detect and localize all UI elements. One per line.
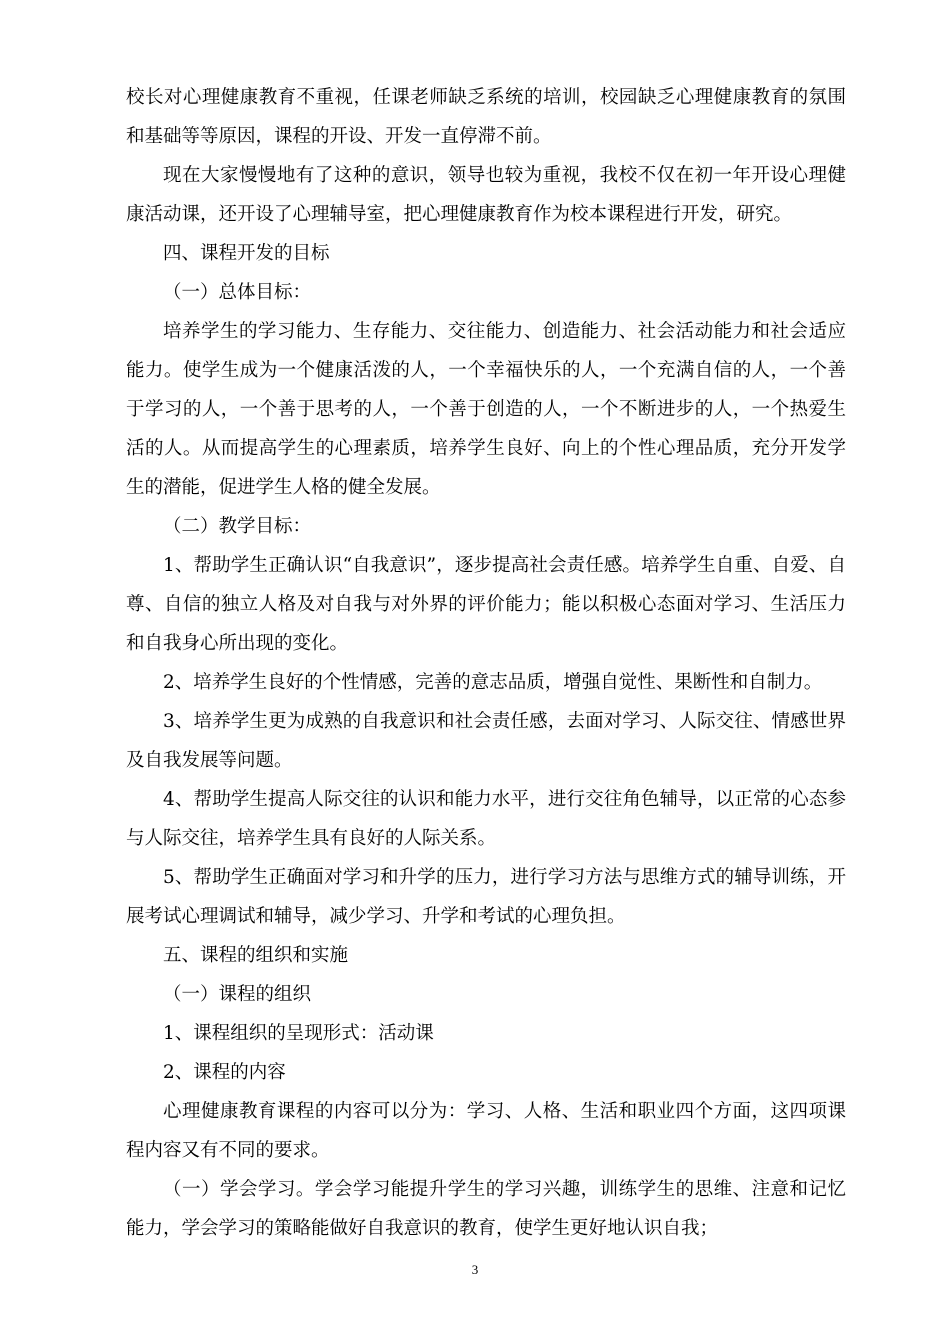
paragraph: （一）学会学习。学会学习能提升学生的学习兴趣，训练学生的思维、注意和记忆能力，学会学习的策略能做好自我意识的教育，使学生更好地认识自我； bbox=[126, 1179, 846, 1239]
subsection-heading: （二）教学目标： bbox=[163, 516, 312, 537]
paragraph: 校长对心理健康教育不重视，任课老师缺乏系统的培训，校园缺乏心理健康教育的氛围和基础等等原因，课程的开设、开发一直停滞不前。 bbox=[126, 87, 846, 147]
body-text bbox=[126, 78, 846, 1248]
section-heading: 四、课程开发的目标 bbox=[163, 243, 330, 264]
list-item: 3、培养学生更为成熟的自我意识和社会责任感，去面对学习、人际交往、情感世界及自我发展等问题。 bbox=[126, 711, 846, 771]
list-item: 1、帮助学生正确认识“自我意识”，逐步提高社会责任感。培养学生自重、自爱、自尊、自信的独立人格及对自我与对外界的评价能力；能以积极心态面对学习、生活压力和自我身心所出现的变化。 bbox=[126, 555, 846, 654]
list-item: 2、课程的内容 bbox=[163, 1062, 286, 1083]
subsection-heading: （一）总体目标： bbox=[163, 282, 312, 303]
list-item: 1、课程组织的呈现形式：活动课 bbox=[163, 1023, 434, 1044]
paragraph: 培养学生的学习能力、生存能力、交往能力、创造能力、社会活动能力和社会适应能力。使学生成为一个健康活泼的人，一个幸福快乐的人，一个充满自信的人，一个善于学习的人，一个善于思考的人，一个善于创造的人，一个不断进步的人，一个热爱生活的人。从而提高学生的心理素质，培养学生良好、向上的个性心理品质，充分开发学生的潜能，促进学生人格的健全发展。 bbox=[126, 321, 846, 498]
list-item: 4、帮助学生提高人际交往的认识和能力水平，进行交往角色辅导，以正常的心态参与人际交往，培养学生具有良好的人际关系。 bbox=[126, 789, 846, 849]
paragraph: 现在大家慢慢地有了这种的意识，领导也较为重视，我校不仅在初一年开设心理健康活动课，还开设了心理辅导室，把心理健康教育作为校本课程进行开发，研究。 bbox=[126, 165, 846, 225]
list-item: 2、培养学生良好的个性情感，完善的意志品质，增强自觉性、果断性和自制力。 bbox=[163, 672, 823, 693]
section-heading: 五、课程的组织和实施 bbox=[163, 945, 349, 966]
list-item: 5、帮助学生正确面对学习和升学的压力，进行学习方法与思维方式的辅导训练，开展考试心理调试和辅导，减少学习、升学和考试的心理负担。 bbox=[126, 867, 846, 927]
paragraph: 心理健康教育课程的内容可以分为：学习、人格、生活和职业四个方面，这四项课程内容又有不同的要求。 bbox=[126, 1101, 846, 1161]
page-number: 3 bbox=[471, 1262, 479, 1277]
subsection-heading: （一）课程的组织 bbox=[163, 984, 312, 1005]
